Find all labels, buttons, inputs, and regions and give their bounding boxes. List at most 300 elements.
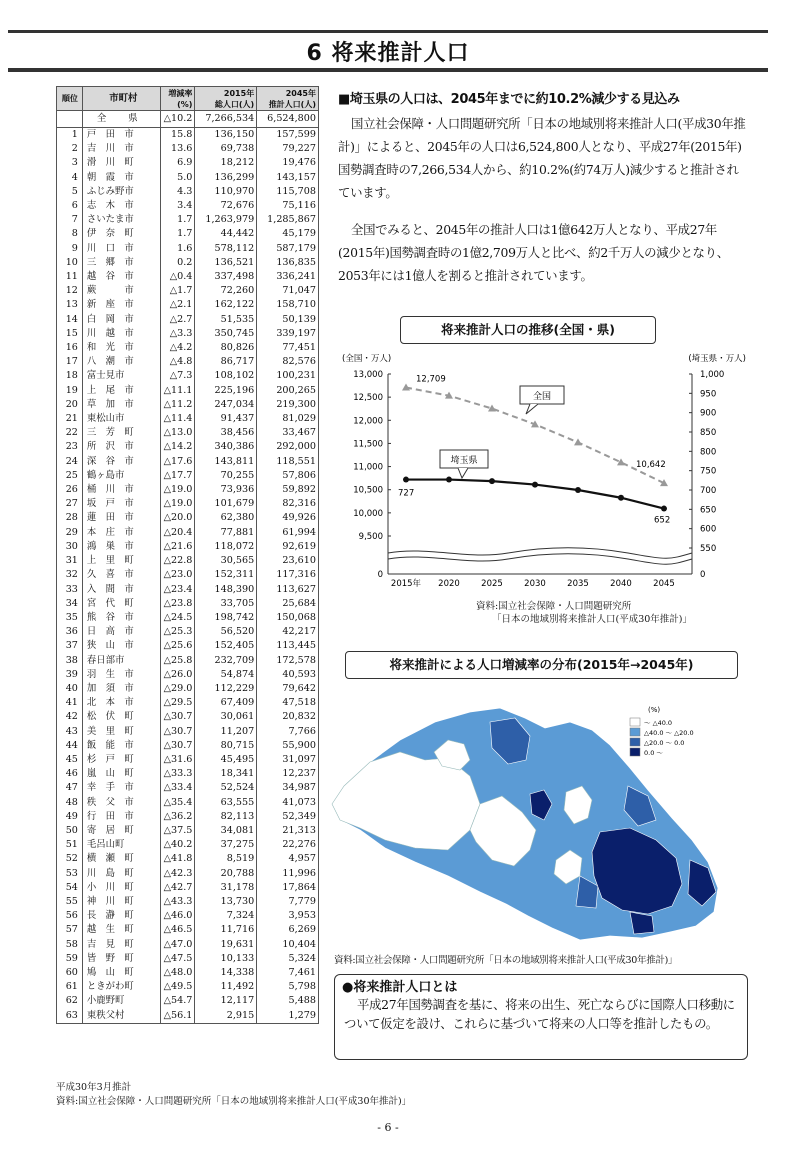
cell-pop2045: 7,461 bbox=[257, 966, 319, 980]
cell-pop2015: 136,521 bbox=[195, 256, 257, 270]
x-tick-label: 2020 bbox=[438, 579, 460, 589]
cell-pop2015: 148,390 bbox=[195, 583, 257, 597]
left-tick-label: 13,000 bbox=[353, 370, 383, 380]
cell-pop2015: 11,492 bbox=[195, 980, 257, 994]
cell-rank: 28 bbox=[57, 511, 83, 525]
cell-name: 毛呂山町 bbox=[82, 838, 160, 852]
cell-rate: 1.6 bbox=[160, 242, 195, 256]
cell-pop2045: 23,610 bbox=[257, 554, 319, 568]
series-marker bbox=[575, 487, 581, 493]
right-tick-label: 750 bbox=[700, 466, 717, 477]
cell-name: 加 須 市 bbox=[82, 682, 160, 696]
table-row bbox=[57, 994, 319, 1008]
cell-rate: 1.7 bbox=[160, 227, 195, 241]
series-marker bbox=[403, 477, 409, 483]
cell-pop2045: 4,957 bbox=[257, 852, 319, 866]
cell-pop2015: 136,299 bbox=[195, 171, 257, 185]
cell-pop2015: 72,260 bbox=[195, 284, 257, 298]
cell-rank: 8 bbox=[57, 227, 83, 241]
left-tick-label: 12,000 bbox=[353, 416, 383, 427]
table-row bbox=[57, 426, 319, 440]
data-label-national-end: 10,642 bbox=[636, 460, 666, 471]
cell-name: 富士見市 bbox=[82, 369, 160, 383]
cell-pop2045: 19,476 bbox=[257, 156, 319, 170]
saitama-choropleth-map bbox=[330, 700, 750, 950]
cell-pop2015: 14,338 bbox=[195, 966, 257, 980]
cell-pop2015: 63,555 bbox=[195, 796, 257, 810]
cell-pop2045: 113,445 bbox=[257, 639, 319, 653]
population-line-chart bbox=[334, 348, 754, 598]
cell-name: 三 芳 町 bbox=[82, 426, 160, 440]
right-tick-label: 600 bbox=[700, 524, 717, 535]
cell-pop2045: 49,926 bbox=[257, 511, 319, 525]
cell-name: 横 瀬 町 bbox=[82, 852, 160, 866]
cell-name: 川 島 町 bbox=[82, 867, 160, 881]
cell-pop2045: 82,576 bbox=[257, 355, 319, 369]
callout-pref: 埼玉県 bbox=[450, 456, 478, 466]
cell-pop2015: 70,255 bbox=[195, 469, 257, 483]
cell-pop2015: 12,117 bbox=[195, 994, 257, 1008]
cell-name: 滑 川 町 bbox=[82, 156, 160, 170]
cell-pop2015: 45,495 bbox=[195, 753, 257, 767]
cell-pop2045: 82,316 bbox=[257, 497, 319, 511]
cell-rank: 49 bbox=[57, 810, 83, 824]
cell-pop2015: 77,881 bbox=[195, 526, 257, 540]
summary-paragraph-2: 全国でみると、2045年の推計人口は1億642万人となり、平成27年(2015年)国勢調査時の1億2,709万人と比べ、約2千万人の減少となり、2053年には1億人を割ると推計されています。 bbox=[338, 222, 729, 283]
cell-rank: 30 bbox=[57, 540, 83, 554]
cell-rate: △0.4 bbox=[160, 270, 195, 284]
cell-rate: △33.4 bbox=[160, 781, 195, 795]
cell-pop2015: 108,102 bbox=[195, 369, 257, 383]
right-tick-label: 800 bbox=[700, 447, 717, 458]
cell-pop2045: 292,000 bbox=[257, 440, 319, 454]
cell-rank: 37 bbox=[57, 639, 83, 653]
table-row bbox=[57, 909, 319, 923]
cell-rate: △23.0 bbox=[160, 568, 195, 582]
cell-name: 坂 戸 市 bbox=[82, 497, 160, 511]
cell-rate: △20.4 bbox=[160, 526, 195, 540]
cell-pop2015: 34,081 bbox=[195, 824, 257, 838]
cell-pop2015: 118,072 bbox=[195, 540, 257, 554]
cell-pop2015: 152,405 bbox=[195, 639, 257, 653]
cell-rank: 56 bbox=[57, 909, 83, 923]
cell-rate: △47.0 bbox=[160, 938, 195, 952]
cell-pop2045: 3,953 bbox=[257, 909, 319, 923]
cell-rank: 4 bbox=[57, 171, 83, 185]
cell-pop2045: 11,996 bbox=[257, 867, 319, 881]
cell-rank: 10 bbox=[57, 256, 83, 270]
cell-pop2045: 40,593 bbox=[257, 668, 319, 682]
callout-pref-pointer bbox=[458, 468, 468, 478]
cell-pop2015: 143,811 bbox=[195, 455, 257, 469]
cell-pop2015: 31,178 bbox=[195, 881, 257, 895]
cell-rank: 14 bbox=[57, 313, 83, 327]
table-row bbox=[57, 313, 319, 327]
cell-pop2015: 136,150 bbox=[195, 128, 257, 143]
cell-rank: 23 bbox=[57, 440, 83, 454]
cell-rank: 25 bbox=[57, 469, 83, 483]
cell-rank: 32 bbox=[57, 568, 83, 582]
table-row bbox=[57, 966, 319, 980]
table-row bbox=[57, 213, 319, 227]
cell-pop2015: 72,676 bbox=[195, 199, 257, 213]
cell-rate: △17.7 bbox=[160, 469, 195, 483]
definition-title: ●将来推計人口とは bbox=[342, 980, 458, 995]
cell-rate: △2.7 bbox=[160, 313, 195, 327]
cell-pop2045: 50,139 bbox=[257, 313, 319, 327]
cell-rank: 44 bbox=[57, 739, 83, 753]
table-row bbox=[57, 1009, 319, 1024]
callout-national: 全国 bbox=[532, 392, 552, 402]
cell-pop2045: 118,551 bbox=[257, 455, 319, 469]
cell-pop2045: 59,892 bbox=[257, 483, 319, 497]
cell-rate: △21.6 bbox=[160, 540, 195, 554]
table-row bbox=[57, 327, 319, 341]
cell-name: 幸 手 市 bbox=[82, 781, 160, 795]
cell-rank: 63 bbox=[57, 1009, 83, 1024]
cell-rate: △33.3 bbox=[160, 767, 195, 781]
table-source: 資料:国立社会保障・人口問題研究所「日本の地域別将来推計人口(平成30年推計)」 bbox=[56, 1096, 412, 1107]
cell-rank: 3 bbox=[57, 156, 83, 170]
cell-name: 秩 父 市 bbox=[82, 796, 160, 810]
cell-pop2045: 25,684 bbox=[257, 597, 319, 611]
cell-pop2015: 52,524 bbox=[195, 781, 257, 795]
table-row bbox=[57, 852, 319, 866]
cell-rate: △7.3 bbox=[160, 369, 195, 383]
cell-name: 東松山市 bbox=[82, 412, 160, 426]
cell-rate: △4.8 bbox=[160, 355, 195, 369]
cell-name: 長 瀞 町 bbox=[82, 909, 160, 923]
cell-rank: 43 bbox=[57, 725, 83, 739]
x-axis bbox=[388, 548, 692, 589]
cell-rate: △56.1 bbox=[160, 1009, 195, 1024]
legend-label: △40.0 〜 △20.0 bbox=[644, 729, 694, 737]
cell-name: 和 光 市 bbox=[82, 341, 160, 355]
table-row bbox=[57, 497, 319, 511]
cell-rate: 6.9 bbox=[160, 156, 195, 170]
data-label-national-start: 12,709 bbox=[416, 374, 446, 385]
table-row bbox=[57, 838, 319, 852]
cell-rate: △25.6 bbox=[160, 639, 195, 653]
cell-rate: △19.0 bbox=[160, 497, 195, 511]
cell-pop2045: 81,029 bbox=[257, 412, 319, 426]
map-legend bbox=[630, 706, 694, 757]
cell-name: 八 潮 市 bbox=[82, 355, 160, 369]
cell-rate: △42.7 bbox=[160, 881, 195, 895]
cell-pop2015: 7,266,534 bbox=[195, 111, 257, 128]
cell-pop2045: 7,779 bbox=[257, 895, 319, 909]
cell-pop2015: 19,631 bbox=[195, 938, 257, 952]
cell-rate: △26.0 bbox=[160, 668, 195, 682]
left-axis-label: (全国・万人) bbox=[342, 354, 392, 364]
cell-rate: △24.5 bbox=[160, 611, 195, 625]
cell-pop2045: 42,217 bbox=[257, 625, 319, 639]
table-row bbox=[57, 369, 319, 383]
cell-rate: △13.0 bbox=[160, 426, 195, 440]
legend-swatch bbox=[630, 718, 640, 726]
header-pop2045: 2045年 推計人口(人) bbox=[257, 87, 319, 111]
cell-name: 吉 見 町 bbox=[82, 938, 160, 952]
cell-pop2015: 8,519 bbox=[195, 852, 257, 866]
cell-pop2045: 33,467 bbox=[257, 426, 319, 440]
table-row bbox=[57, 398, 319, 412]
cell-name: 草 加 市 bbox=[82, 398, 160, 412]
cell-name: 鳩 山 町 bbox=[82, 966, 160, 980]
table-row bbox=[57, 682, 319, 696]
cell-pop2045: 115,708 bbox=[257, 185, 319, 199]
cell-pop2015: 30,061 bbox=[195, 710, 257, 724]
cell-rate: △1.7 bbox=[160, 284, 195, 298]
cell-rate: △30.7 bbox=[160, 725, 195, 739]
table-row bbox=[57, 455, 319, 469]
table-row bbox=[57, 639, 319, 653]
right-tick-label: 950 bbox=[700, 389, 717, 400]
cell-pop2015: 37,275 bbox=[195, 838, 257, 852]
cell-rank: 26 bbox=[57, 483, 83, 497]
cell-pop2045: 5,798 bbox=[257, 980, 319, 994]
left-tick-label: 0 bbox=[377, 570, 383, 580]
cell-rank: 48 bbox=[57, 796, 83, 810]
cell-name: 深 谷 市 bbox=[82, 455, 160, 469]
cell-rank: 5 bbox=[57, 185, 83, 199]
cell-rate: △47.5 bbox=[160, 952, 195, 966]
cell-name: 所 沢 市 bbox=[82, 440, 160, 454]
cell-name: 熊 谷 市 bbox=[82, 611, 160, 625]
table-row bbox=[57, 767, 319, 781]
cell-pop2015: 232,709 bbox=[195, 654, 257, 668]
header-rate: 増減率 (%) bbox=[160, 87, 195, 111]
left-tick-label: 9,500 bbox=[358, 532, 383, 542]
cell-rank: 51 bbox=[57, 838, 83, 852]
cell-pop2015: 80,826 bbox=[195, 341, 257, 355]
cell-rate: △43.3 bbox=[160, 895, 195, 909]
cell-pop2015: 11,207 bbox=[195, 725, 257, 739]
right-tick-label: 1,000 bbox=[700, 370, 725, 380]
cell-rate: △36.2 bbox=[160, 810, 195, 824]
cell-rate: △46.5 bbox=[160, 923, 195, 937]
table-row-total bbox=[57, 111, 319, 128]
table-row bbox=[57, 824, 319, 838]
chart-title: 将来推計人口の推移(全国・県) bbox=[400, 316, 656, 344]
cell-name: ときがわ町 bbox=[82, 980, 160, 994]
table-row bbox=[57, 810, 319, 824]
table-row bbox=[57, 284, 319, 298]
table-row bbox=[57, 739, 319, 753]
cell-pop2015: 33,705 bbox=[195, 597, 257, 611]
cell-pop2015: 38,456 bbox=[195, 426, 257, 440]
cell-pop2015: 152,311 bbox=[195, 568, 257, 582]
cell-name: 狭 山 市 bbox=[82, 639, 160, 653]
table-row bbox=[57, 597, 319, 611]
cell-pop2015: 198,742 bbox=[195, 611, 257, 625]
header-rule-bottom bbox=[8, 68, 768, 72]
table-row bbox=[57, 227, 319, 241]
cell-pop2015: 44,442 bbox=[195, 227, 257, 241]
table-row bbox=[57, 242, 319, 256]
cell-rank: 9 bbox=[57, 242, 83, 256]
cell-rank: 58 bbox=[57, 938, 83, 952]
cell-pop2015: 2,915 bbox=[195, 1009, 257, 1024]
page-title: 6 将来推計人口 bbox=[306, 41, 470, 66]
data-label-pref-end: 652 bbox=[654, 515, 671, 526]
cell-name: 日 高 市 bbox=[82, 625, 160, 639]
series-marker bbox=[446, 477, 452, 483]
cell-name: ふじみ野市 bbox=[82, 185, 160, 199]
cell-name: 朝 霞 市 bbox=[82, 171, 160, 185]
cell-name: 久 喜 市 bbox=[82, 568, 160, 582]
cell-rate: 13.6 bbox=[160, 142, 195, 156]
table-row bbox=[57, 568, 319, 582]
table-row bbox=[57, 654, 319, 668]
series-marker bbox=[618, 495, 624, 501]
definition-text: 平成27年国勢調査を基に、将来の出生、死亡ならびに国際人口移動について仮定を設け、これらに基づいて将来の人口等を推計したもの。 bbox=[344, 997, 735, 1031]
cell-rate: △20.0 bbox=[160, 511, 195, 525]
right-tick-label: 700 bbox=[700, 486, 717, 496]
callout-national-pointer bbox=[526, 404, 538, 414]
cell-name: 美 里 町 bbox=[82, 725, 160, 739]
table-row bbox=[57, 554, 319, 568]
table-row bbox=[57, 710, 319, 724]
cell-rank: 33 bbox=[57, 583, 83, 597]
cell-pop2015: 67,409 bbox=[195, 696, 257, 710]
cell-pop2045: 6,269 bbox=[257, 923, 319, 937]
cell-name: 本 庄 市 bbox=[82, 526, 160, 540]
table-row bbox=[57, 895, 319, 909]
cell-name: 全県 bbox=[82, 111, 160, 128]
legend-swatch bbox=[630, 738, 640, 746]
cell-rank: 16 bbox=[57, 341, 83, 355]
data-labels bbox=[398, 374, 670, 525]
cell-name: 飯 能 市 bbox=[82, 739, 160, 753]
cell-rate: △17.6 bbox=[160, 455, 195, 469]
cell-pop2045: 77,451 bbox=[257, 341, 319, 355]
cell-name: 皆 野 町 bbox=[82, 952, 160, 966]
cell-pop2045: 12,237 bbox=[257, 767, 319, 781]
cell-name: 杉 戸 町 bbox=[82, 753, 160, 767]
cell-pop2015: 162,122 bbox=[195, 298, 257, 312]
series-marker bbox=[661, 506, 667, 512]
right-tick-label: 900 bbox=[700, 408, 717, 419]
cell-pop2045: 57,806 bbox=[257, 469, 319, 483]
table-row bbox=[57, 980, 319, 994]
table-row bbox=[57, 412, 319, 426]
cell-pop2045: 79,642 bbox=[257, 682, 319, 696]
cell-name: 新 座 市 bbox=[82, 298, 160, 312]
cell-rate: △30.7 bbox=[160, 739, 195, 753]
cell-pop2015: 51,535 bbox=[195, 313, 257, 327]
cell-pop2015: 101,679 bbox=[195, 497, 257, 511]
map-title: 将来推計による人口増減率の分布(2015年→2045年) bbox=[345, 651, 738, 679]
cell-pop2015: 56,520 bbox=[195, 625, 257, 639]
table-row bbox=[57, 128, 319, 143]
cell-pop2045: 45,179 bbox=[257, 227, 319, 241]
cell-rank: 19 bbox=[57, 384, 83, 398]
cell-pop2045: 17,864 bbox=[257, 881, 319, 895]
cell-rank: 35 bbox=[57, 611, 83, 625]
cell-rate: △40.2 bbox=[160, 838, 195, 852]
table-row bbox=[57, 511, 319, 525]
right-axis bbox=[689, 370, 724, 580]
cell-rank: 40 bbox=[57, 682, 83, 696]
table-row bbox=[57, 583, 319, 597]
cell-pop2045: 7,766 bbox=[257, 725, 319, 739]
cell-rate: △46.0 bbox=[160, 909, 195, 923]
table-row bbox=[57, 171, 319, 185]
cell-pop2045: 20,832 bbox=[257, 710, 319, 724]
table-row bbox=[57, 483, 319, 497]
cell-rank: 61 bbox=[57, 980, 83, 994]
cell-rate: △23.8 bbox=[160, 597, 195, 611]
cell-pop2045: 79,227 bbox=[257, 142, 319, 156]
cell-rate: △25.8 bbox=[160, 654, 195, 668]
cell-pop2045: 200,265 bbox=[257, 384, 319, 398]
cell-pop2045: 157,599 bbox=[257, 128, 319, 143]
series-marker bbox=[532, 482, 538, 488]
cell-pop2045: 5,488 bbox=[257, 994, 319, 1008]
cell-name: 蕨 市 bbox=[82, 284, 160, 298]
cell-rank: 42 bbox=[57, 710, 83, 724]
cell-pop2015: 7,324 bbox=[195, 909, 257, 923]
table-row bbox=[57, 540, 319, 554]
table-note: 平成30年3月推計 bbox=[56, 1082, 132, 1093]
cell-rank: 24 bbox=[57, 455, 83, 469]
cell-pop2015: 18,212 bbox=[195, 156, 257, 170]
cell-rank: 22 bbox=[57, 426, 83, 440]
series-marker bbox=[574, 438, 582, 445]
cell-pop2015: 20,788 bbox=[195, 867, 257, 881]
cell-rank: 34 bbox=[57, 597, 83, 611]
legend-swatch bbox=[630, 748, 640, 756]
cell-pop2015: 54,874 bbox=[195, 668, 257, 682]
table-row bbox=[57, 199, 319, 213]
cell-rate: △42.3 bbox=[160, 867, 195, 881]
cell-pop2045: 172,578 bbox=[257, 654, 319, 668]
right-tick-label: 850 bbox=[700, 428, 717, 438]
cell-pop2015: 13,730 bbox=[195, 895, 257, 909]
cell-pop2015: 1,263,979 bbox=[195, 213, 257, 227]
cell-pop2045: 336,241 bbox=[257, 270, 319, 284]
cell-name: 越 谷 市 bbox=[82, 270, 160, 284]
cell-rate: 1.7 bbox=[160, 213, 195, 227]
cell-pop2045: 22,276 bbox=[257, 838, 319, 852]
cell-pop2015: 30,565 bbox=[195, 554, 257, 568]
x-tick-label: 2025 bbox=[481, 579, 503, 589]
cell-rate: 5.0 bbox=[160, 171, 195, 185]
x-tick-label: 2030 bbox=[524, 579, 546, 589]
table-row bbox=[57, 952, 319, 966]
cell-name: 東秩父村 bbox=[82, 1009, 160, 1024]
cell-rank bbox=[57, 111, 83, 128]
legend-label: 0.0 〜 bbox=[644, 749, 663, 757]
cell-pop2045: 41,073 bbox=[257, 796, 319, 810]
cell-rate: 0.2 bbox=[160, 256, 195, 270]
cell-rank: 39 bbox=[57, 668, 83, 682]
cell-pop2015: 73,936 bbox=[195, 483, 257, 497]
cell-pop2015: 82,113 bbox=[195, 810, 257, 824]
cell-rate: △10.2 bbox=[160, 111, 195, 128]
cell-rate: △19.0 bbox=[160, 483, 195, 497]
cell-name: 川 口 市 bbox=[82, 242, 160, 256]
cell-pop2015: 350,745 bbox=[195, 327, 257, 341]
series-marker bbox=[489, 478, 495, 484]
cell-rank: 7 bbox=[57, 213, 83, 227]
x-tick-label: 2045 bbox=[653, 579, 675, 589]
table-row bbox=[57, 469, 319, 483]
cell-rank: 12 bbox=[57, 284, 83, 298]
cell-pop2015: 69,738 bbox=[195, 142, 257, 156]
cell-name: 桶 川 市 bbox=[82, 483, 160, 497]
cell-rank: 52 bbox=[57, 852, 83, 866]
